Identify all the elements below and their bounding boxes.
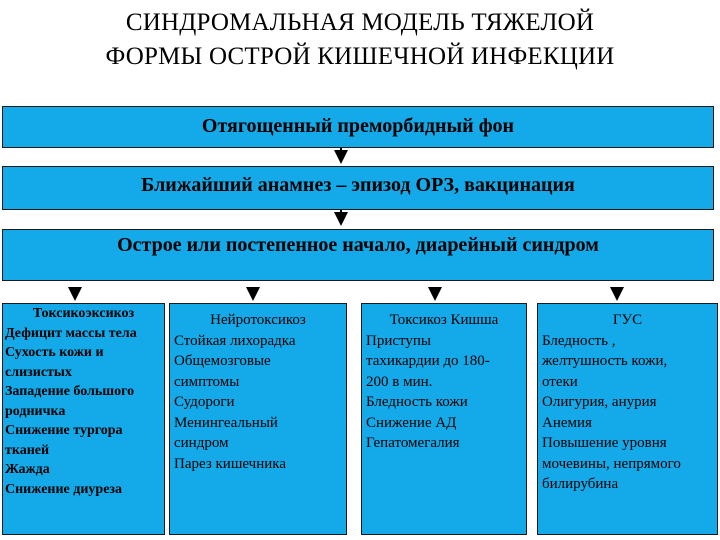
title-line-2: ФОРМЫ ОСТРОЙ КИШЕЧНОЙ ИНФЕКЦИИ [105,43,615,70]
page-title [0,6,720,74]
syndrome-hus [537,303,718,535]
arrow-down-icon [246,287,260,301]
step-recent-history [2,166,714,210]
arrow-down-icon [610,287,624,301]
symptom-item: билирубина [542,476,619,492]
syndrome-toxicoexicosis [2,303,165,535]
arrow-down-icon [334,150,348,164]
symptom-item: родничка [5,403,66,419]
symptom-item: Повышение уровня [542,435,667,451]
syndrome-neurotoxicosis [169,303,347,535]
symptom-item: Стойкая лихорадка [174,332,296,349]
symptom-item: Сухость кожи и [5,345,104,360]
symptom-item: 200 в мин. [366,373,433,390]
syndrome-heading: Токсикоз Кишша [389,312,499,328]
arrow-down-icon [428,287,442,301]
symptom-item: Снижение диуреза [5,481,123,497]
title-line-1: СИНДРОМАЛЬНАЯ МОДЕЛЬ ТЯЖЕЛОЙ [125,9,595,36]
symptom-item: Судороги [174,394,235,410]
step-label: Отягощенный преморбидный фон [201,115,515,137]
syndrome-heading: Токсикоэксикоз [32,306,135,321]
symptom-item: Бледность кожи [366,394,468,410]
symptom-item: Снижение АД [366,414,457,431]
syndrome-kishsh-toxicosis [361,303,527,535]
symptom-item: тахикардии до 180- [366,353,490,369]
symptom-item: синдром [174,435,229,451]
arrow-down-icon [334,212,348,226]
syndrome-heading: ГУС [612,312,643,328]
symptom-item: Дефицит массы тела [5,325,137,341]
symptom-item: Олигурия, анурия [542,394,657,410]
symptom-item: Гепатомегалия [366,435,460,451]
step-premorbid-background [2,106,714,148]
symptom-item: слизистых [5,364,72,380]
symptom-item: Жажда [5,462,50,477]
step-label: Ближайший анамнез – эпизод ОРЗ, вакцинация [141,174,575,196]
symptom-item: Менингеальный [174,414,278,431]
symptom-item: Анемия [542,414,592,431]
symptom-item: симптомы [174,373,240,390]
symptom-item: Снижение тургора [5,423,123,438]
symptom-item: желтушность кожи, [542,353,668,369]
symptom-item: Парез кишечника [174,455,286,472]
step-label: Острое или постепенное начало, диарейный синдром [117,234,599,256]
syndrome-heading: Нейротоксикоз [210,312,306,328]
symptom-item: Западение большого [5,384,135,399]
symptom-item: тканей [5,442,50,458]
symptom-item: отеки [542,373,578,390]
step-onset-diarrheal-syndrome [2,229,714,281]
symptom-item: Приступы [366,332,431,349]
symptom-item: мочевины, непрямого [542,455,681,472]
symptom-item: Общемозговые [174,353,271,369]
symptom-item: Бледность , [542,332,616,349]
arrow-down-icon [68,287,82,301]
